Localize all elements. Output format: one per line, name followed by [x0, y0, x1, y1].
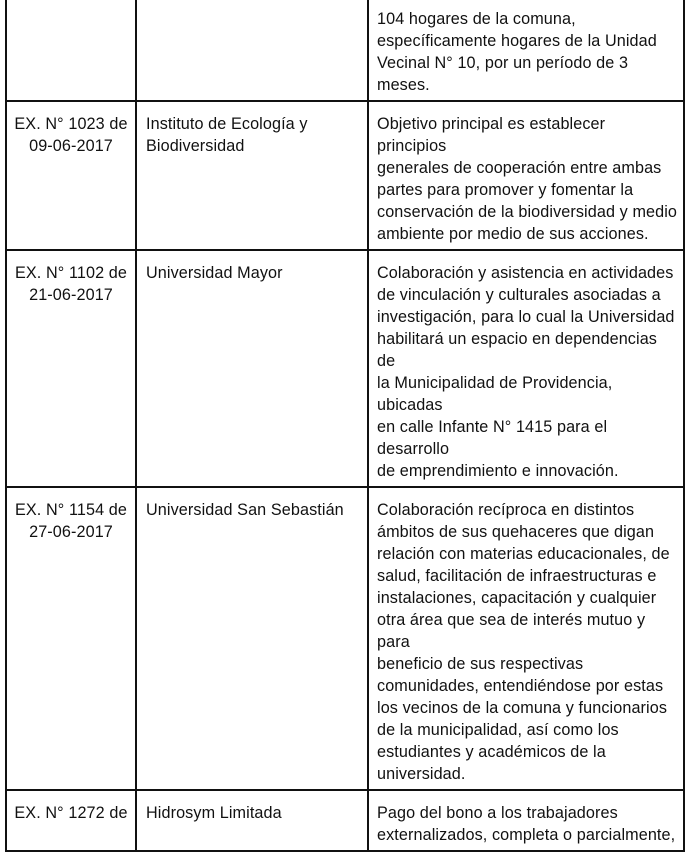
description-cell	[368, 790, 684, 851]
decree-cell	[6, 487, 136, 790]
decree-cell	[6, 0, 136, 101]
description-text: Colaboración recíproca en distintos ámbitos de sus quehaceres que digan relación con materias educacionales, de salud, facilitación de infraestructuras e instalaciones, capacitación y cualquier otra área que sea de interés mutuo y para beneficio de sus respectivas comunidades, entendiéndose por estas los vecinos de la comuna y funcionarios de la municipalidad, así como los estudiantes y académicos de la universidad.	[377, 501, 670, 783]
institution-text: Universidad San Sebastián	[146, 501, 344, 519]
decree-text: EX. N° 1154 de 27-06-2017	[15, 501, 127, 541]
institution-text: Instituto de Ecología y Biodiversidad	[146, 115, 308, 155]
description-cell	[368, 250, 684, 487]
table-row	[6, 0, 684, 101]
institution-cell	[136, 0, 368, 101]
decree-text: EX. N° 1023 de 09-06-2017	[14, 115, 128, 155]
decree-cell	[6, 101, 136, 250]
table-row	[6, 250, 684, 487]
agreements-table	[5, 0, 685, 852]
institution-cell	[136, 101, 368, 250]
institution-text: Universidad Mayor	[146, 264, 283, 282]
institution-text: Hidrosym Limitada	[146, 804, 282, 822]
decree-text: EX. N° 1102 de 21-06-2017	[15, 264, 127, 304]
table-row	[6, 101, 684, 250]
table-row	[6, 487, 684, 790]
description-text: 104 hogares de la comuna, específicamente hogares de la Unidad Vecinal N° 10, por un período de 3 meses.	[377, 10, 657, 94]
institution-cell	[136, 487, 368, 790]
decree-cell	[6, 250, 136, 487]
decree-cell	[6, 790, 136, 851]
description-cell	[368, 0, 684, 101]
description-text: Colaboración y asistencia en actividades de vinculación y culturales asociadas a investigación, para lo cual la Universidad habilitará un espacio en dependencias de la Municipalidad de Providencia, ubicadas en calle Infante N° 1415 para el desarrollo de emprendimiento e innovación.	[377, 264, 675, 480]
description-text: Objetivo principal es establecer principios generales de cooperación entre ambas partes para promover y fomentar la conservación de la biodiversidad y medio ambiente por medio de sus acciones.	[377, 115, 678, 243]
description-cell	[368, 487, 684, 790]
decree-text: EX. N° 1272 de	[14, 804, 128, 822]
institution-cell	[136, 250, 368, 487]
institution-cell	[136, 790, 368, 851]
description-text: Pago del bono a los trabajadores externalizados, completa o parcialmente,	[377, 804, 676, 844]
table-row	[6, 790, 684, 851]
description-cell	[368, 101, 684, 250]
